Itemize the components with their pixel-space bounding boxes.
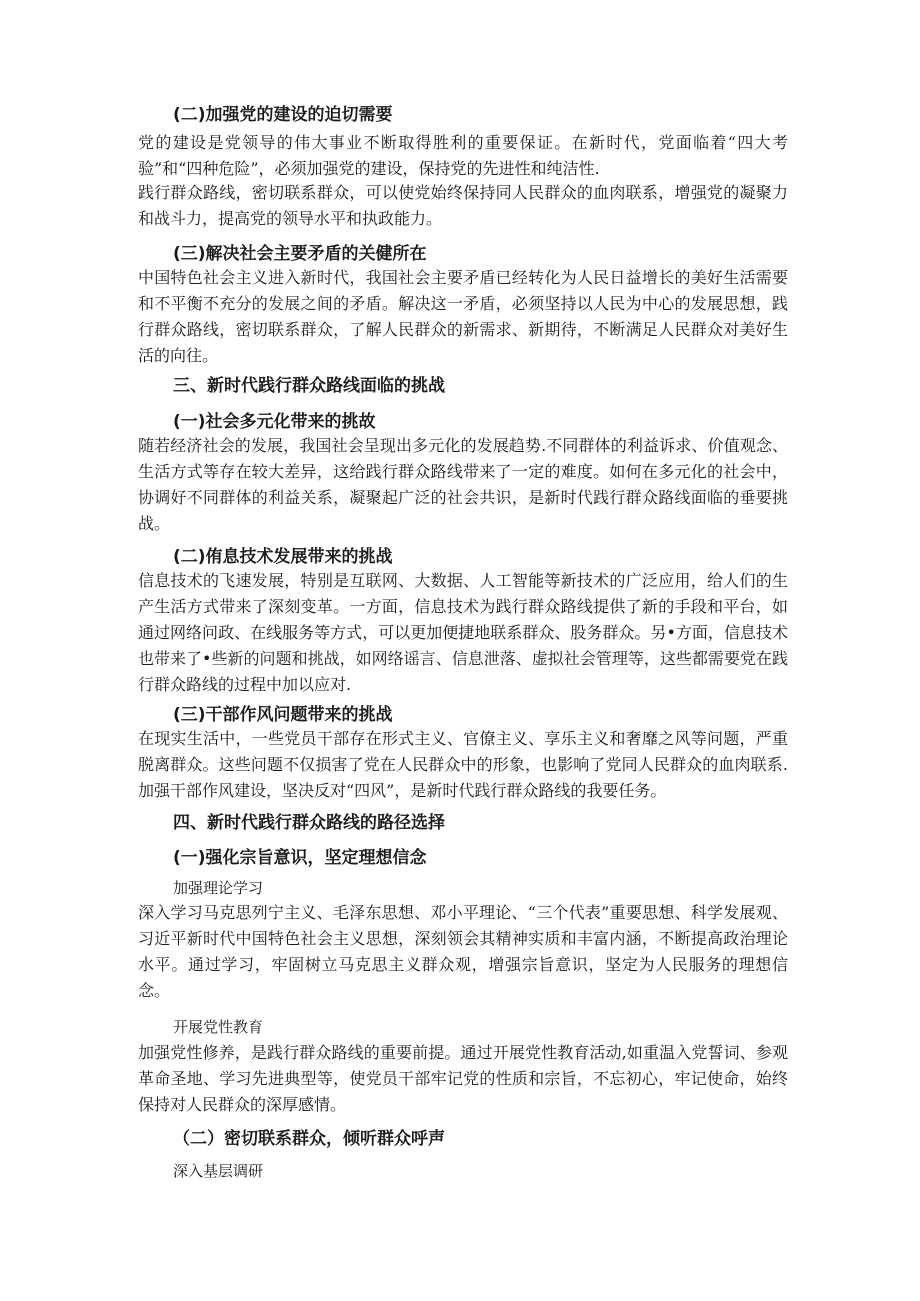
section-heading: (二)加强党的建设的迫切需要	[173, 105, 393, 125]
section-heading: (一)强化宗旨意识，坚定理想信念	[173, 848, 427, 868]
section-heading: （二）密切联系群众，倾听群众呼声	[173, 1129, 445, 1149]
paragraph: 践行群众路线，密切联系群众，可以使党始终保持同人民群众的血肉联系，增强党的凝聚力和战斗力，提高党的领导水平和执政能力。	[138, 183, 788, 228]
chapter-heading: 三、新时代践行群众路线面临的挑战	[173, 376, 445, 396]
paragraph: 中国特色社会主义进入新时代，我国社会主要矛盾已经转化为人民日益增长的美好生活需要和不平衡不充分的发展之间的矛盾。解决这一矛盾，必须坚持以人民为中心的发展思想，践行群众路线，密切联系群众，了解人民群众的新需求、新期待，不断满足人民群众对美好生活的向往。	[138, 268, 788, 365]
chapter-heading: 四、新时代践行群众路线的路径选择	[173, 813, 445, 833]
subheading: 开展党性教育	[173, 1018, 264, 1036]
subheading: 深入基层调研	[173, 1162, 264, 1180]
section-heading: (二)侑息技术发展带来的挑战	[173, 547, 393, 567]
paragraph: 信息技术的飞速发展，特别是互联网、大数据、人工智能等新技术的广泛应用，给人们的生产生活方式带来了深刻变革。一方面，信息技术为践行群众路线提供了新的手段和平台，如通过网络问政、在线服务等方式，可以更加便捷地联系群众、股务群众。另•方面，信息技术也带来了•些新的问题和挑战，如网络谣言、信息泄落、虚拟社会管理等，这些都需要党在践行群众路线的过程中加以应对.	[138, 571, 788, 694]
paragraph: 在现实生活中，一些党员干部存在形式主义、官僚主义、享乐主义和奢靡之风等问题，严重脱离群众。这些问题不仅损害了党在人民群众中的形象，也影响了党同人民群众的血肉联系.加强干部作风建设，坚决反对“四风”，是新时代践行群众路线的我要任务。	[138, 729, 788, 800]
section-heading: (三)解决社会主要矛盾的关健所在	[173, 244, 427, 264]
paragraph: 党的建设是党领导的伟大事业不断取得胜利的重要保证。在新时代，党面临着“四大考验”和“四种危险”，必须加强党的建设，保持党的先进性和纯洁性.	[138, 133, 788, 178]
paragraph: 深入学习马克思列宁主义、毛泽东思想、邓小平理论、“三个代表”重要思想、科学发展观、习近平新时代中国特色社会主义思想，深刻领会其精神实质和丰富内涵，不断提高政治理论水平。通过学习，牢固树立马克思主义群众观，增强宗旨意识，坚定为人民服务的理想信念。	[138, 903, 788, 1000]
subheading: 加强理论学习	[173, 879, 264, 897]
section-heading: (三)干部作风问题带来的挑战	[173, 705, 393, 725]
paragraph: 随若经济社会的发展，我国社会呈现出多元化的发展趋势.不同群体的利益诉求、价值观念、生活方式等存在较大差异，这给践行群众路线带来了一定的难度。如何在多元化的社会中，协调好不同群体的利益关系，凝聚起广泛的社会共识，是新时代践行群众路线面临的垂要挑战。	[138, 436, 788, 533]
section-heading: (一)社会多元化带来的挑故	[173, 412, 376, 432]
paragraph: 加强党性修养，是践行群众路线的重要前提。通过开展党性教育活动,如重温入党誓词、参观革命圣地、学习先进典型等，使党员干部牢记党的性质和宗旨，不忘初心，牢记使命，始终保持对人民群众的深厚感情。	[138, 1043, 788, 1114]
